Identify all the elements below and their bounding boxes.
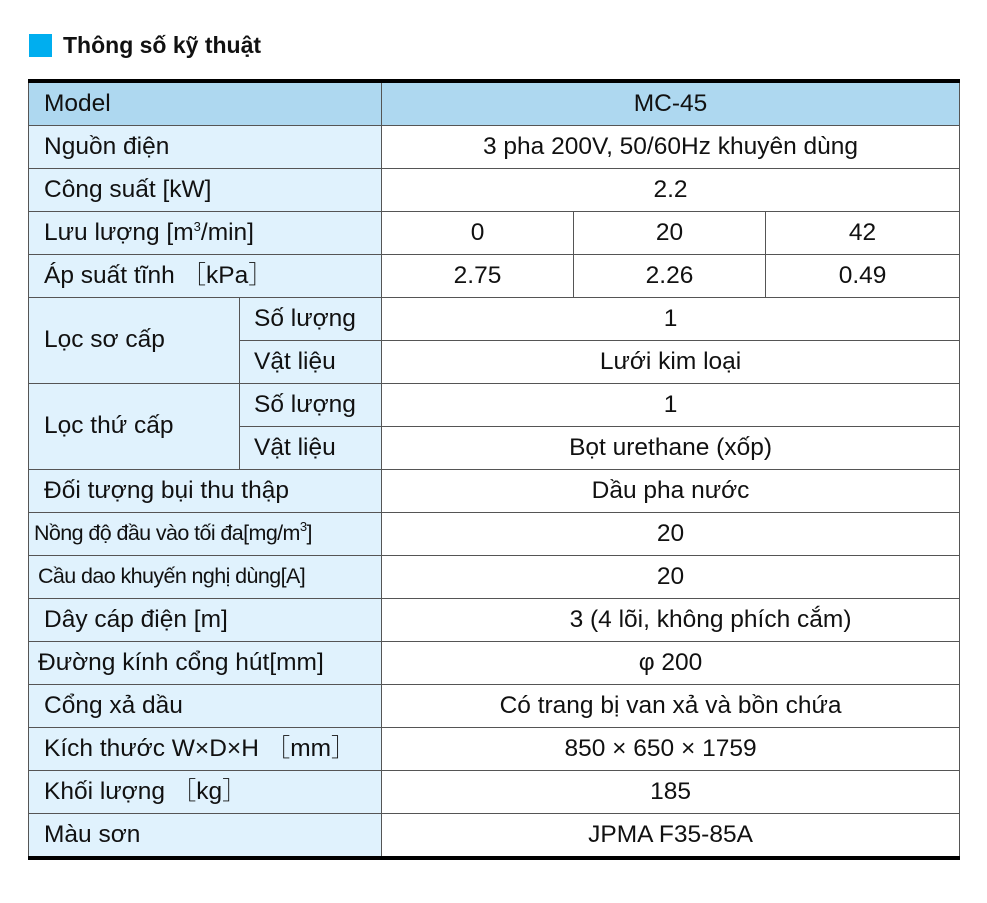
airflow-label-prefix: Lưu lượng [m <box>44 218 194 246</box>
oil-drain-label: Cổng xả dầu <box>29 685 382 728</box>
max-inlet-concentration-value: 20 <box>382 513 960 556</box>
table-row-weight <box>29 771 960 814</box>
secondary-filter-material-label: Vật liệu <box>240 427 382 470</box>
secondary-filter-quantity-label: Số lượng <box>240 384 382 427</box>
max-inlet-concentration-label-prefix: Nồng độ đầu vào tối đa[mg/m <box>34 521 300 546</box>
static-pressure-value-3: 0.49 <box>766 255 960 298</box>
table-row-recommended-breaker <box>29 556 960 599</box>
dimensions-value: 850 × 650 × 1759 <box>382 728 960 771</box>
airflow-value-3: 42 <box>766 212 960 255</box>
static-pressure-label: Áp suất tĩnh ［kPa］ <box>29 255 382 298</box>
section-title-text: Thông số kỹ thuật <box>63 31 262 58</box>
table-row-primary-filter-quantity <box>29 298 960 341</box>
paint-color-value: JPMA F35-85A <box>382 814 960 859</box>
weight-value: 185 <box>382 771 960 814</box>
static-pressure-value-1: 2.75 <box>382 255 574 298</box>
primary-filter-material-label: Vật liệu <box>240 341 382 384</box>
recommended-breaker-label: Cầu dao khuyến nghị dùng[A] <box>29 556 382 599</box>
table-row-inlet-diameter <box>29 642 960 685</box>
max-inlet-concentration-label-sup: 3 <box>299 519 307 535</box>
table-row-static-pressure <box>29 255 960 298</box>
table-row-max-inlet-concentration <box>29 513 960 556</box>
airflow-value-1: 0 <box>382 212 574 255</box>
inlet-diameter-label: Đường kính cổng hút[mm] <box>29 642 382 685</box>
static-pressure-value-2: 2.26 <box>574 255 766 298</box>
max-inlet-concentration-label <box>29 513 382 556</box>
table-row-model <box>29 81 960 126</box>
power-source-label: Nguồn điện <box>29 126 382 169</box>
power-value: 2.2 <box>382 169 960 212</box>
oil-drain-value: Có trang bị van xả và bồn chứa <box>382 685 960 728</box>
power-label: Công suất [kW] <box>29 169 382 212</box>
dust-target-value: Dầu pha nước <box>382 470 960 513</box>
inlet-diameter-value: φ 200 <box>382 642 960 685</box>
model-label: Model <box>29 81 382 126</box>
blue-square-icon <box>29 34 52 57</box>
model-value: MC-45 <box>382 81 960 126</box>
dust-target-label: Đối tượng bụi thu thập <box>29 470 382 513</box>
primary-filter-quantity-label: Số lượng <box>240 298 382 341</box>
table-row-oil-drain <box>29 685 960 728</box>
table-row-airflow <box>29 212 960 255</box>
power-cable-value: 3 (4 lõi, không phích cắm) <box>382 599 960 642</box>
spec-table <box>28 79 960 860</box>
power-cable-label: Dây cáp điện [m] <box>29 599 382 642</box>
table-row-paint-color <box>29 814 960 859</box>
max-inlet-concentration-label-suffix: ] <box>306 521 312 546</box>
section-title <box>29 31 261 59</box>
table-row-power <box>29 169 960 212</box>
airflow-value-2: 20 <box>574 212 766 255</box>
table-row-power-source <box>29 126 960 169</box>
secondary-filter-quantity-value: 1 <box>382 384 960 427</box>
airflow-label <box>29 212 382 255</box>
dimensions-label: Kích thước W×D×H ［mm］ <box>29 728 382 771</box>
secondary-filter-label: Lọc thứ cấp <box>29 384 240 470</box>
weight-label: Khối lượng ［kg］ <box>29 771 382 814</box>
airflow-label-suffix: /min] <box>200 218 254 246</box>
table-row-secondary-filter-quantity <box>29 384 960 427</box>
table-row-dust-target <box>29 470 960 513</box>
primary-filter-label: Lọc sơ cấp <box>29 298 240 384</box>
table-row-power-cable <box>29 599 960 642</box>
airflow-label-sup: 3 <box>193 218 201 234</box>
power-source-value: 3 pha 200V, 50/60Hz khuyên dùng <box>382 126 960 169</box>
table-row-dimensions <box>29 728 960 771</box>
recommended-breaker-value: 20 <box>382 556 960 599</box>
paint-color-label: Màu sơn <box>29 814 382 859</box>
secondary-filter-material-value: Bọt urethane (xốp) <box>382 427 960 470</box>
primary-filter-material-value: Lưới kim loại <box>382 341 960 384</box>
primary-filter-quantity-value: 1 <box>382 298 960 341</box>
